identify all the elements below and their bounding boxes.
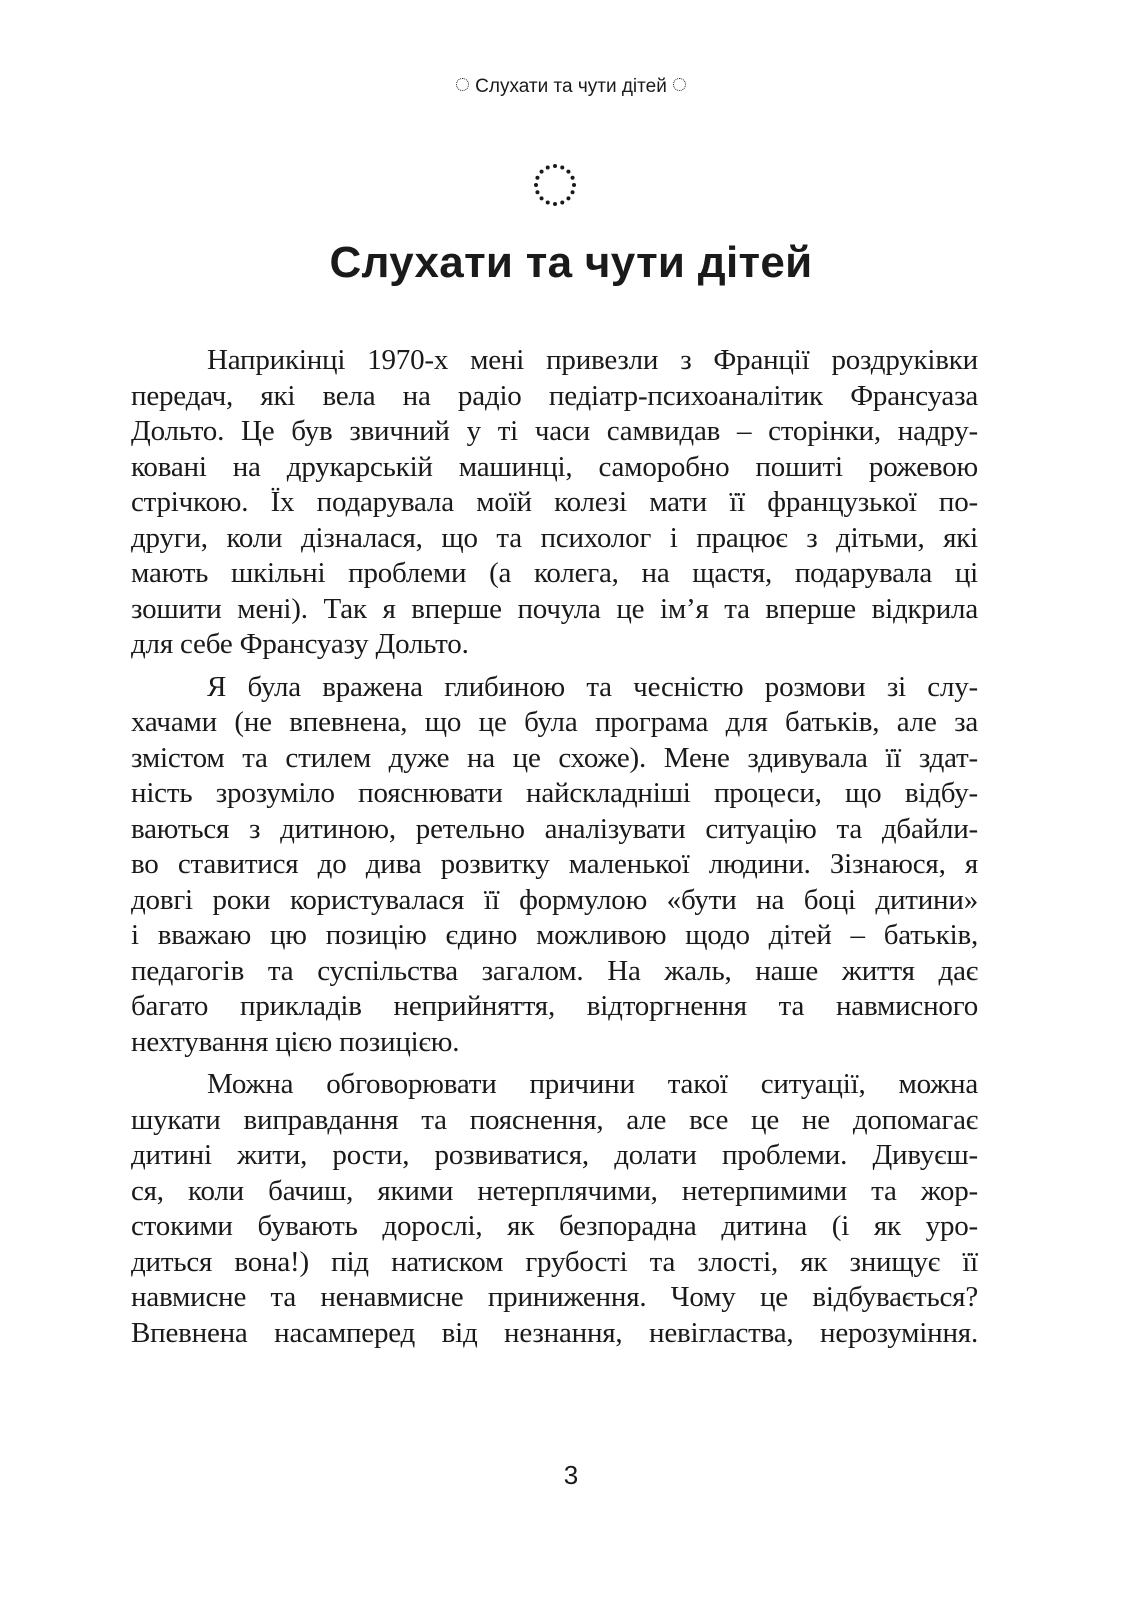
text-line: хачами (не впевнена, що це була програма для батьків, але за bbox=[131, 706, 978, 738]
running-head bbox=[0, 76, 1142, 98]
text-line: змістом та стилем дуже на це схоже). Мене здивувала її здат- bbox=[131, 741, 978, 774]
ring-dot bbox=[553, 164, 557, 168]
text-line: ваються з дитиною, ретельно аналізувати ситуацію та дбайли- bbox=[131, 812, 978, 845]
ring-dot bbox=[553, 202, 557, 206]
dotted-ring-ornament-icon bbox=[531, 161, 579, 209]
text-line: други, коли дізналася, що та психолог і працює з дітьми, які bbox=[131, 521, 978, 554]
ring-dot bbox=[566, 170, 570, 174]
ring-dot bbox=[540, 196, 544, 200]
ring-dot bbox=[571, 190, 575, 194]
ring-dot bbox=[572, 183, 576, 187]
paragraph bbox=[131, 1067, 978, 1351]
ring-dot bbox=[546, 165, 550, 169]
text-line: Я була вражена глибиною та чесністю розмови зі слу- bbox=[207, 670, 978, 703]
ring-dot bbox=[535, 190, 539, 194]
text-line: мають шкільні проблеми (а колега, на щастя, подарувала ці bbox=[131, 557, 978, 589]
text-line: Можна обговорювати причини такої ситуації, можна bbox=[207, 1068, 978, 1100]
ring-dot bbox=[535, 176, 539, 180]
text-line: ковані на друкарській машинці, саморобно пошиті рожевою bbox=[131, 450, 978, 483]
text-line: навмисне та ненавмисне приниження. Чому це відбувається? bbox=[131, 1281, 978, 1313]
chapter-title: Слухати та чути дітей bbox=[329, 238, 813, 287]
text-line: ність зрозуміло пояснювати найскладніші процеси, що відбу- bbox=[131, 777, 978, 809]
text-line: Наприкінці 1970-х мені привезли з Франції роздруківки bbox=[207, 344, 978, 376]
paragraph bbox=[131, 343, 978, 663]
text-line: стокими бувають дорослі, як безпорадна дитина (і як уро- bbox=[131, 1210, 978, 1242]
text-line: довгі роки користувалася її формулою «бути на боці дитини» bbox=[131, 883, 978, 916]
text-line: Впевнена насамперед від незнання, невігластва, нерозуміння. bbox=[131, 1316, 978, 1349]
text-line: шукати виправдання та пояснення, але все це не допомагає bbox=[131, 1103, 978, 1136]
page-number: 3 bbox=[563, 1460, 579, 1490]
ring-dot bbox=[546, 201, 550, 205]
dotted-circle-ornament-icon bbox=[456, 78, 469, 91]
text-line: зошити мені). Так я вперше почула це ім’я та вперше відкрила bbox=[131, 592, 978, 625]
ring-dot bbox=[560, 201, 564, 205]
text-line: во ставитися до дива розвитку маленької людини. Зізнаюся, я bbox=[131, 848, 978, 880]
text-line: диться вона!) під натиском грубості та злості, як знищує її bbox=[131, 1245, 978, 1278]
ring-dot bbox=[566, 196, 570, 200]
text-line: ся, коли бачиш, якими нетерплячими, нетерпимими та жор- bbox=[131, 1174, 978, 1207]
body-text bbox=[131, 343, 978, 1358]
ring-dot bbox=[571, 176, 575, 180]
text-line: багато прикладів неприйняття, відторгнення та навмисного bbox=[131, 990, 978, 1022]
dotted-circle-ornament-icon bbox=[673, 78, 686, 91]
text-line: стрічкою. Їх подарувала моїй колезі мати її французької по- bbox=[131, 486, 978, 518]
text-line: для себе Франсуазу Дольто. bbox=[131, 628, 469, 660]
text-line: і вважаю цю позицію єдино можливою щодо дітей – батьків, bbox=[131, 919, 978, 951]
running-head-text: Слухати та чути дітей bbox=[475, 76, 667, 97]
text-line: нехтування цією позицією. bbox=[131, 1025, 460, 1058]
ring-dot bbox=[560, 165, 564, 169]
text-line: дитині жити, рости, розвиватися, долати проблеми. Дивуєш- bbox=[131, 1139, 978, 1171]
ring-dot bbox=[540, 170, 544, 174]
ring-dot bbox=[534, 183, 538, 187]
text-line: передач, які вела на радіо педіатр-психоаналітик Франсуаза bbox=[131, 379, 978, 412]
text-line: педагогів та суспільства загалом. На жаль, наше життя дає bbox=[131, 954, 978, 987]
text-line: Дольто. Це був звичний у ті часи самвидав – сторінки, надру- bbox=[131, 415, 978, 447]
paragraph bbox=[131, 670, 978, 1061]
